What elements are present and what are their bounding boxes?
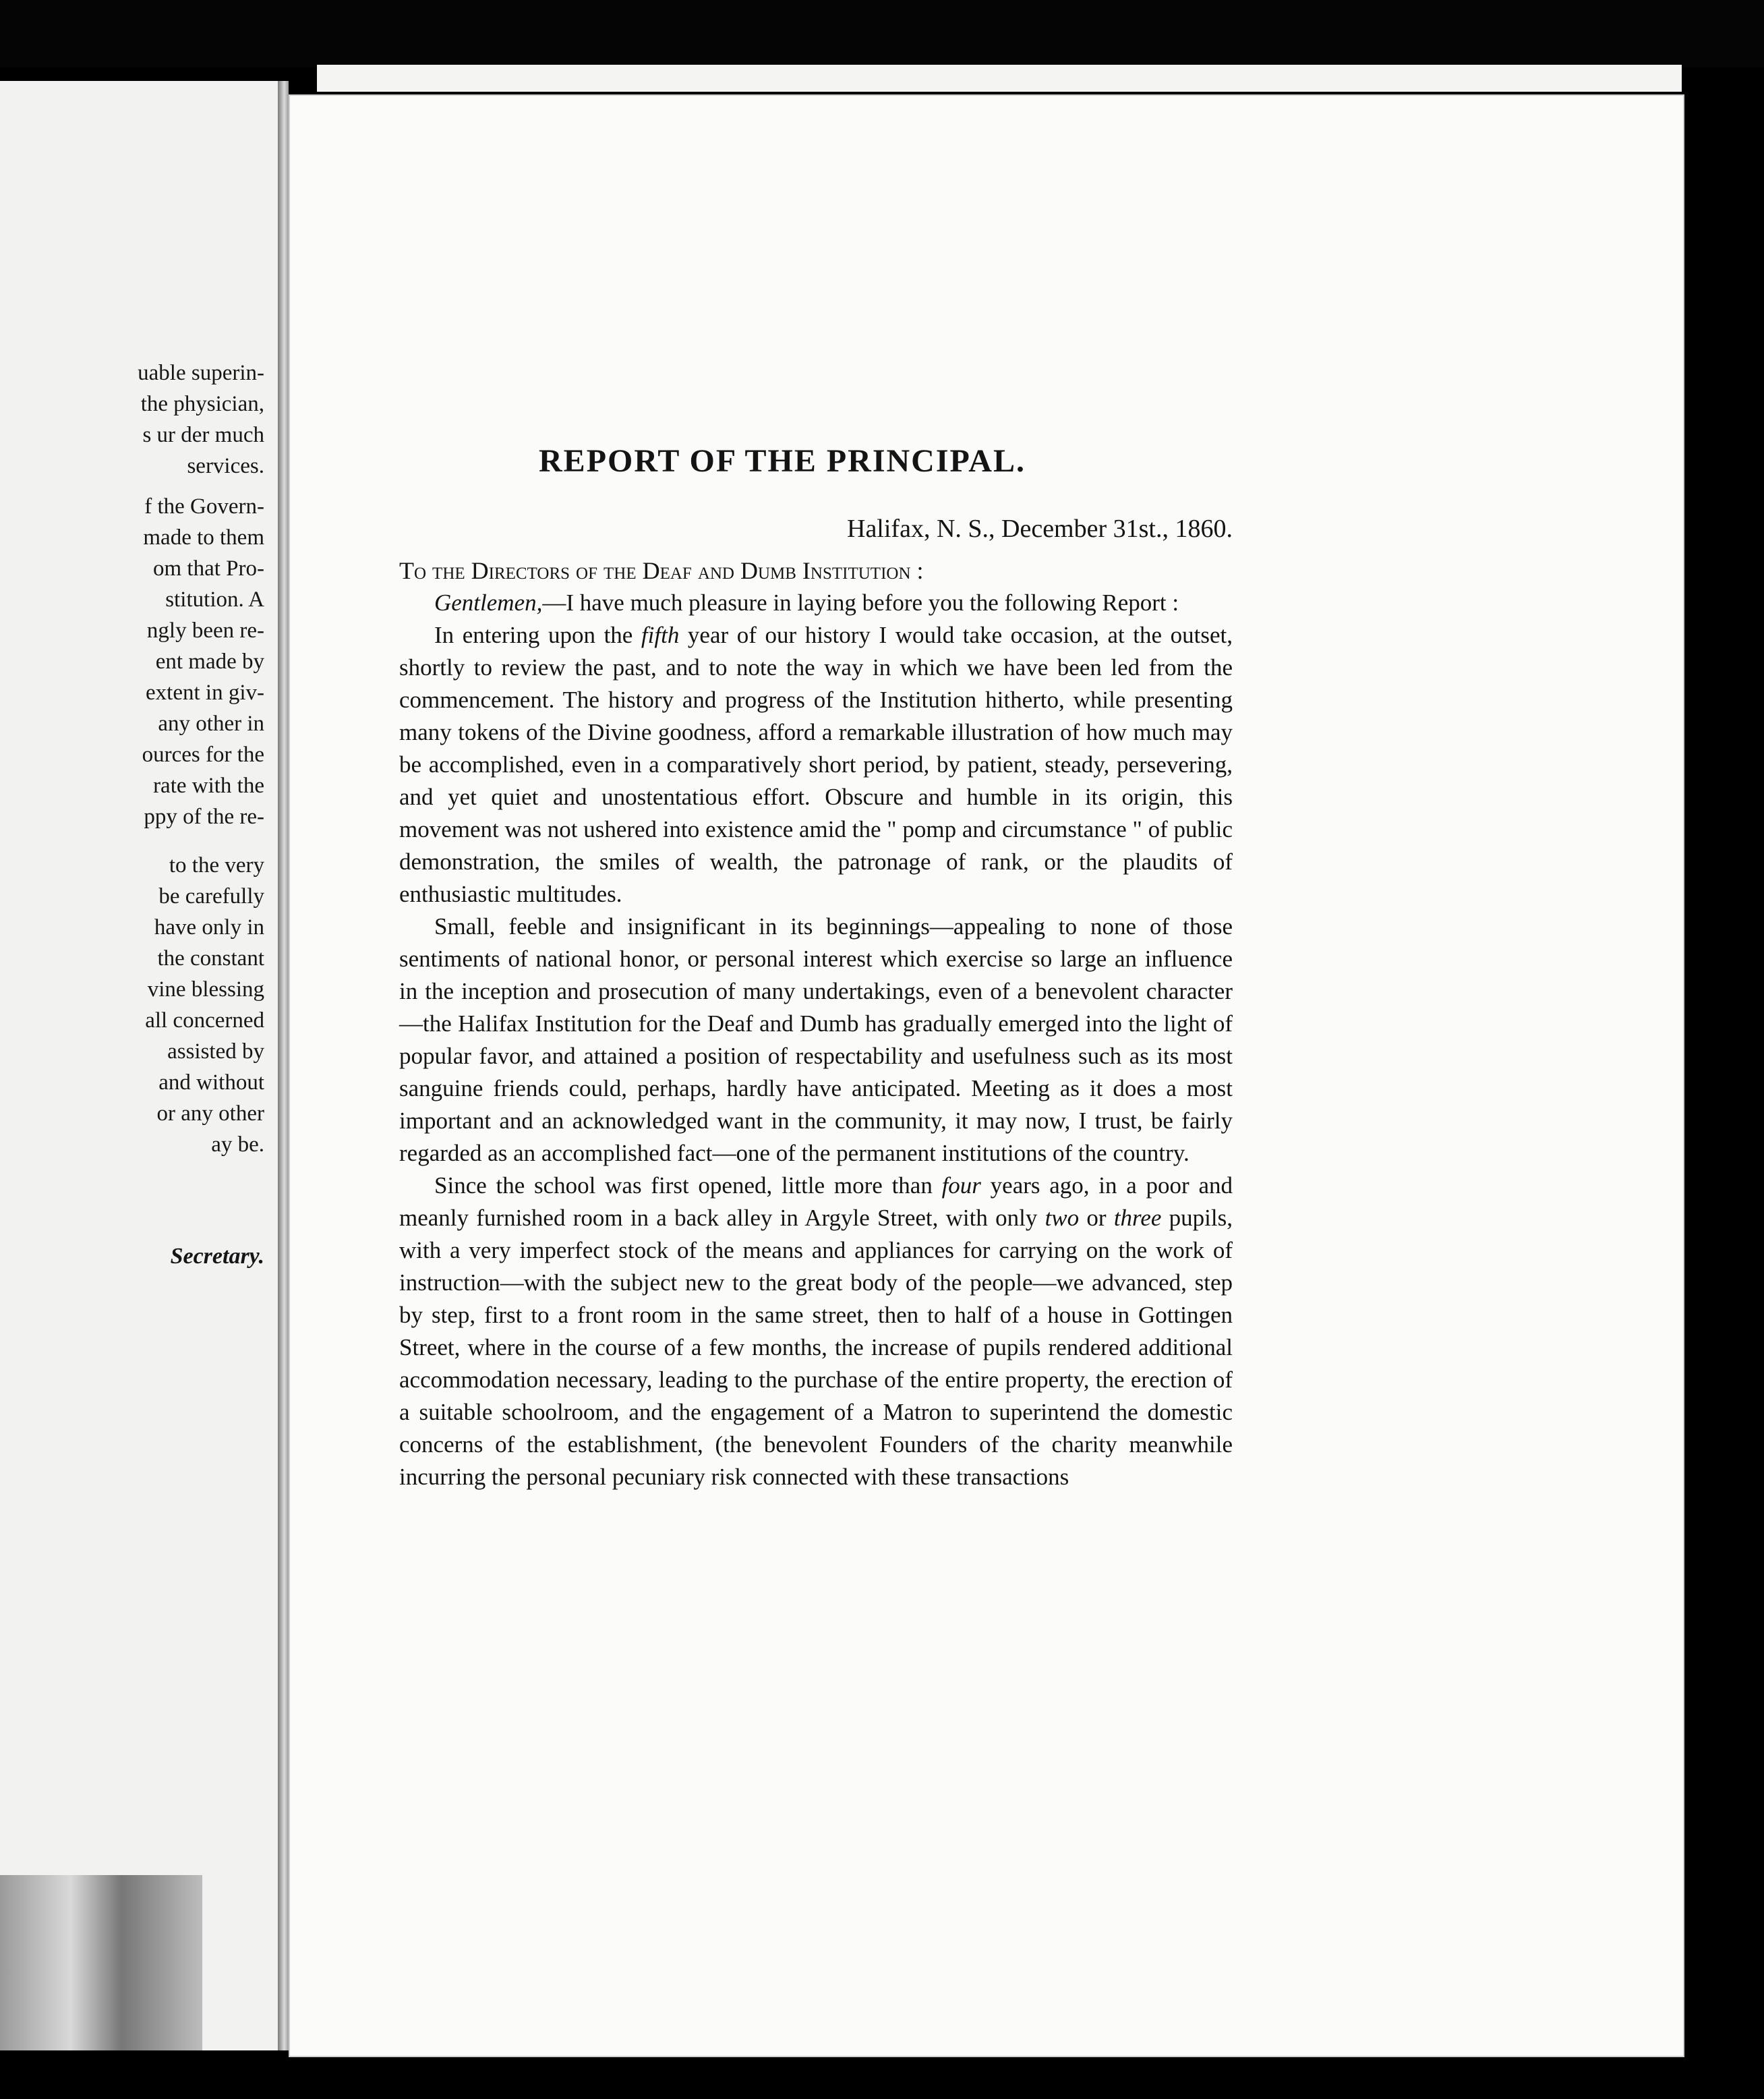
left-page-line: ngly been re- <box>146 619 264 643</box>
text-run: Since the school was first opened, little more than <box>434 1172 942 1199</box>
left-page-line: all concerned <box>145 1008 264 1033</box>
text-run: or <box>1079 1205 1114 1231</box>
salutation: Gentlemen, <box>434 590 543 616</box>
left-page-line: ent made by <box>155 650 264 674</box>
left-page-line: services. <box>187 454 264 478</box>
left-page-line: be carefully <box>158 884 264 909</box>
text-run: In entering upon the <box>434 622 641 648</box>
left-page <box>0 81 278 2050</box>
left-page-line: stitution. A <box>165 587 264 612</box>
left-page-line: the physician, <box>140 392 264 416</box>
book-spine <box>278 81 289 2050</box>
left-page-line: uable superin- <box>138 361 264 385</box>
left-page-signature: Secretary. <box>170 1244 264 1269</box>
dateline: Halifax, N. S., December 31st., 1860. <box>847 515 1233 543</box>
report-title: REPORT OF THE PRINCIPAL. <box>539 443 1026 479</box>
left-page-line: ppy of the re- <box>144 805 264 829</box>
emphasis: fifth <box>641 622 680 648</box>
page-edge <box>317 65 1682 92</box>
left-page-line: and without <box>158 1070 264 1095</box>
left-page-line: have only in <box>154 915 264 940</box>
left-page-line: extent in giv- <box>146 681 264 705</box>
left-page-line: om that Pro- <box>153 556 264 581</box>
paragraph-beginnings: Small, feeble and insignificant in its beginnings—appealing to none of those sentiments of national honor, or personal interest which exercise so large an influence in the inception and prosecution of many undertakings, even of a benevolent character—the Halifax Institution for the Deaf and Dumb has gradually emerged into the light of popular favor, and attained a position of respectability and usefulness such as its most sanguine friends could, perhaps, hardly have anticipated. Meeting as it does a most important and an acknowledged want in the community, it may now, I trust, be fairly regarded as an accomplished fact—one of the permanent institutions of the country. <box>399 913 1233 1166</box>
paragraph-history <box>399 619 1233 911</box>
left-page-line: s ur der much <box>142 423 264 447</box>
address-line: To the Directors of the Deaf and Dumb Institution : <box>399 557 924 584</box>
text-run: pupils, with a very imperfect stock of the means and appliances for carrying on the work of instruction—with the subject new to the great body of the people—we advanced, step by step, first to a front room in the same street, then to half of a house in Gottingen Street, where in the course of a few months, the increase of pupils rendered additional accommodation necessary, leading to the purchase of the entire property, the erection of a suitable schoolroom, and the engagement of a Matron to superintend the domestic concerns of the establishment, (the benevolent Founders of the charity meanwhile incurring the personal pecuniary risk connected with these transactions <box>399 1205 1233 1490</box>
report-text <box>399 445 1233 1493</box>
emphasis: three <box>1113 1205 1162 1231</box>
salutation-text: —I have much pleasure in laying before you the following Report : <box>542 590 1179 616</box>
left-page-line: made to them <box>143 525 264 550</box>
left-page-line: any other in <box>158 712 264 736</box>
binding-edge <box>0 1875 202 2050</box>
left-page-line: ources for the <box>142 743 264 767</box>
emphasis: four <box>941 1172 981 1199</box>
scanner-background <box>0 0 1764 67</box>
left-page-line: ay be. <box>211 1132 264 1157</box>
text-run: years ago, in a poor and meanly furnished room in a back alley in Argyle Street, with only <box>399 1172 1233 1231</box>
left-page-line: to the very <box>169 853 264 878</box>
left-page-line: or any other <box>156 1101 264 1126</box>
left-page-line: vine blessing <box>147 977 264 1002</box>
left-page-line: rate with the <box>153 774 264 798</box>
paragraph-school <box>399 1170 1233 1493</box>
emphasis: two <box>1045 1205 1080 1231</box>
paragraph-salutation <box>399 587 1233 619</box>
text-run: year of our history I would take occasion, at the outset, shortly to review the past, and to note the way in which we have been led from the commencement. The history and progress of the Institution hitherto, while presenting many tokens of the Divine goodness, afford a remarkable illustration of how much may be accomplished, even in a comparatively short period, by patient, steady, persevering, and yet quiet and unostentatious effort. Obscure and humble in its origin, this movement was not ushered into existence amid the " pomp and circumstance " of public demonstration, the smiles of wealth, the patronage of rank, or the plaudits of enthusiastic multitudes. <box>399 622 1233 907</box>
left-page-line: f the Govern- <box>144 494 264 519</box>
left-page-line: assisted by <box>167 1039 264 1064</box>
left-page-line: the constant <box>157 946 264 971</box>
